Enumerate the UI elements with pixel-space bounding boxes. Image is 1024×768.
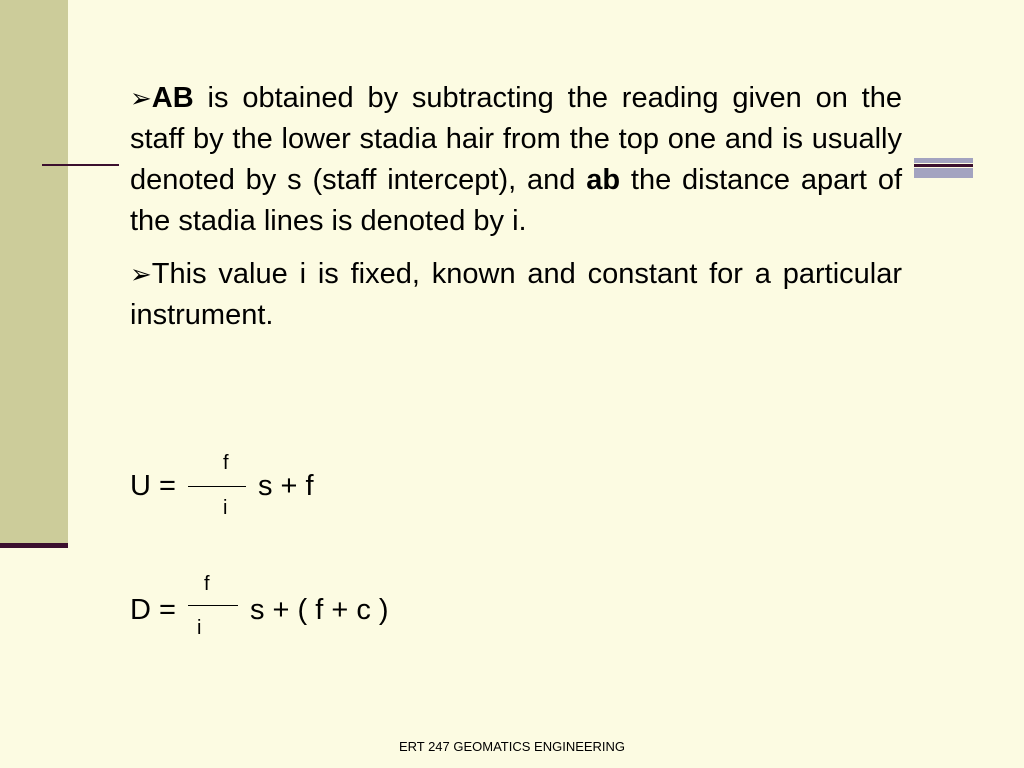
equation-u-numerator: f xyxy=(223,452,229,474)
equation-u-denominator: i xyxy=(223,497,228,519)
slide-content xyxy=(130,78,902,348)
bullet-text-part2: the distance apart of the stadia lines is denoted by i. xyxy=(130,164,903,237)
left-decorative-band xyxy=(0,0,68,544)
left-accent-line xyxy=(42,164,119,166)
right-accent-bar-bottom xyxy=(914,168,973,178)
bullet-stadia-intercept xyxy=(130,78,902,242)
bullet-instrument-constant xyxy=(130,254,902,336)
term-AB: AB xyxy=(151,82,194,114)
arrow-bullet-icon: ➢ xyxy=(130,259,152,289)
equation-d-numerator: f xyxy=(204,573,210,595)
right-accent-bar-top xyxy=(914,158,973,163)
equation-d-fraction-bar xyxy=(188,605,238,606)
slide-footer: ERT 247 GEOMATICS ENGINEERING xyxy=(398,739,626,754)
equation-u-rhs: s + f xyxy=(258,470,314,502)
equation-d-denominator: i xyxy=(197,617,202,639)
equation-d-rhs: s + ( f + c ) xyxy=(250,594,389,626)
equation-d-lhs: D = xyxy=(130,594,176,626)
bullet-text: This value i is fixed, known and constant for a particular instrument. xyxy=(130,258,902,331)
right-accent-line xyxy=(914,164,973,167)
arrow-bullet-icon: ➢ xyxy=(130,83,152,113)
term-ab: ab xyxy=(586,164,621,196)
bullet-text-part1: is obtained by subtracting the reading given on the staff by the lower stadia hair from the top one and is usually denoted by s (staff intercept), and xyxy=(130,82,902,196)
equation-u-fraction-bar xyxy=(188,486,246,487)
equation-u-lhs: U = xyxy=(130,470,176,502)
left-band-bottom-line xyxy=(0,543,68,548)
